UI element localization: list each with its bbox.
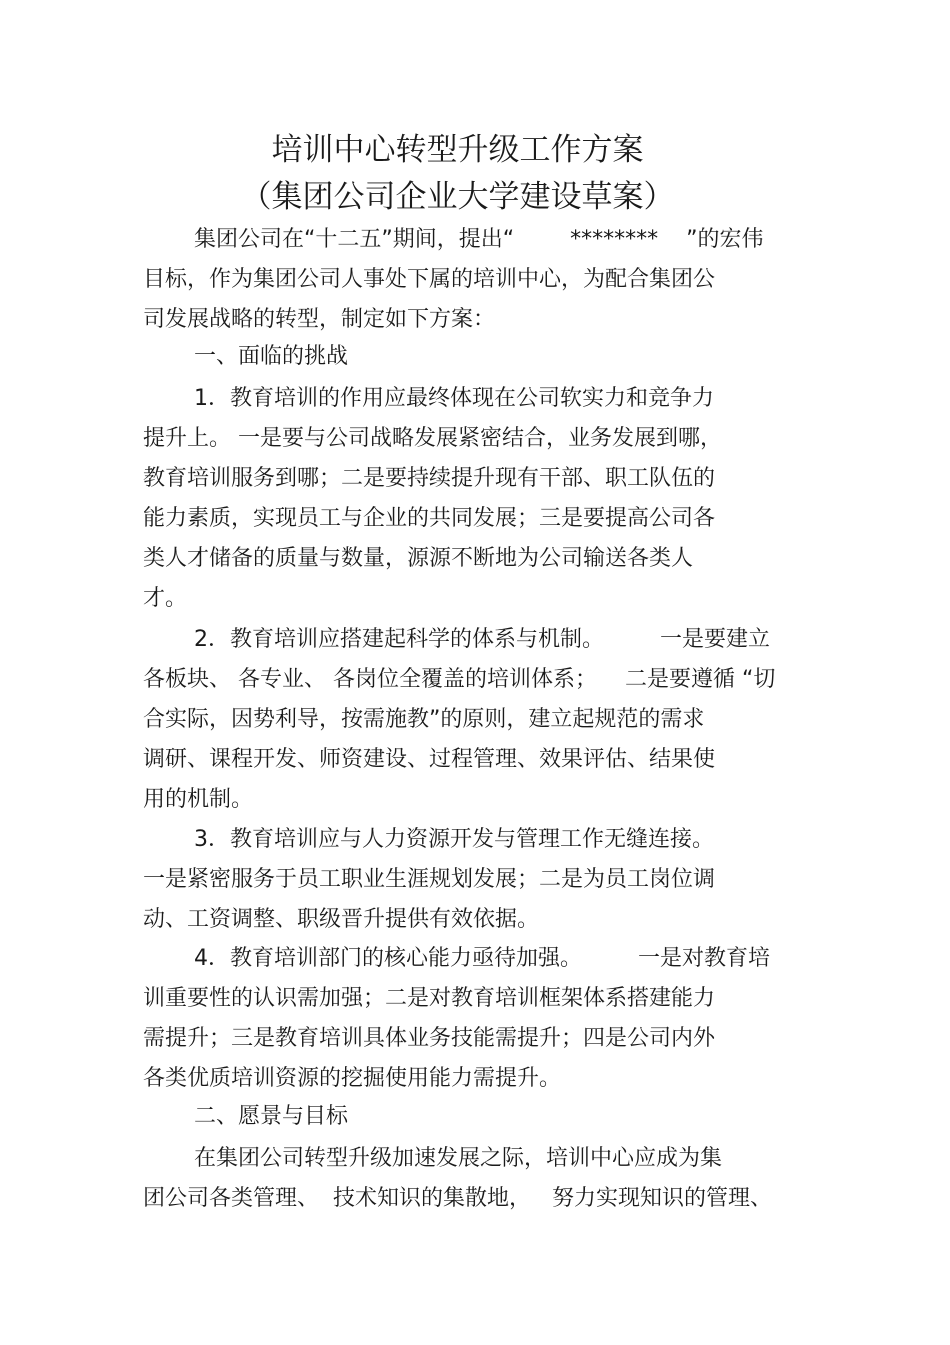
paragraph-line: 3．教育培训应与人力资源开发与管理工作无缝连接。 bbox=[194, 827, 714, 852]
paragraph-line: 1．教育培训的作用应最终体现在公司软实力和竞争力 bbox=[194, 386, 714, 411]
document-title: 培训中心转型升级工作方案 bbox=[271, 132, 644, 168]
paragraph-line: 各类优质培训资源的挖掘使用能力需提升。 bbox=[143, 1066, 562, 1091]
paragraph-line: 司发展战略的转型，制定如下方案： bbox=[143, 307, 496, 332]
paragraph-line: 需提升；三是教育培训具体业务技能需提升；四是公司内外 bbox=[143, 1026, 716, 1051]
section-heading: 二、愿景与目标 bbox=[194, 1104, 349, 1129]
paragraph-line: 合实际，因势利导，按需施教”的原则，建立起规范的需求 bbox=[143, 707, 705, 732]
paragraph-line: 用的机制。 bbox=[143, 787, 254, 812]
paragraph-line: 才。 bbox=[143, 586, 188, 611]
paragraph-line: 类人才储备的质量与数量，源源不断地为公司输送各类人 bbox=[143, 546, 694, 571]
document-subtitle: （集团公司企业大学建设草案） bbox=[240, 179, 675, 215]
paragraph-line: 目标，作为集团公司人事处下属的培训中心，为配合集团公 bbox=[143, 267, 716, 292]
paragraph-line: 各板块、 各专业、 各岗位全覆盖的培训体系； 二是要遵循 “切 bbox=[143, 667, 776, 692]
paragraph-line: 集团公司在“十二五”期间，提出“ ******** ”的宏伟 bbox=[194, 227, 764, 252]
paragraph-line: 2．教育培训应搭建起科学的体系与机制。 一是要建立 bbox=[194, 627, 770, 652]
paragraph-line: 在集团公司转型升级加速发展之际，培训中心应成为集 bbox=[194, 1146, 723, 1171]
paragraph-line: 一是紧密服务于员工职业生涯规划发展；二是为员工岗位调 bbox=[143, 867, 716, 892]
paragraph-line: 训重要性的认识需加强；二是对教育培训框架体系搭建能力 bbox=[143, 986, 716, 1011]
paragraph-line: 动、工资调整、职级晋升提供有效依据。 bbox=[143, 907, 540, 932]
paragraph-line: 调研、课程开发、师资建设、过程管理、效果评估、结果使 bbox=[143, 747, 716, 772]
paragraph-line: 能力素质，实现员工与企业的共同发展；三是要提高公司各 bbox=[143, 506, 716, 531]
paragraph-line: 教育培训服务到哪；二是要持续提升现有干部、职工队伍的 bbox=[143, 466, 716, 491]
paragraph-line: 团公司各类管理、 技术知识的集散地， 努力实现知识的管理、 bbox=[143, 1186, 772, 1211]
section-heading: 一、面临的挑战 bbox=[194, 344, 349, 369]
paragraph-line: 提升上。 一是要与公司战略发展紧密结合，业务发展到哪， bbox=[143, 426, 722, 451]
paragraph-line: 4．教育培训部门的核心能力亟待加强。 一是对教育培 bbox=[194, 946, 770, 971]
